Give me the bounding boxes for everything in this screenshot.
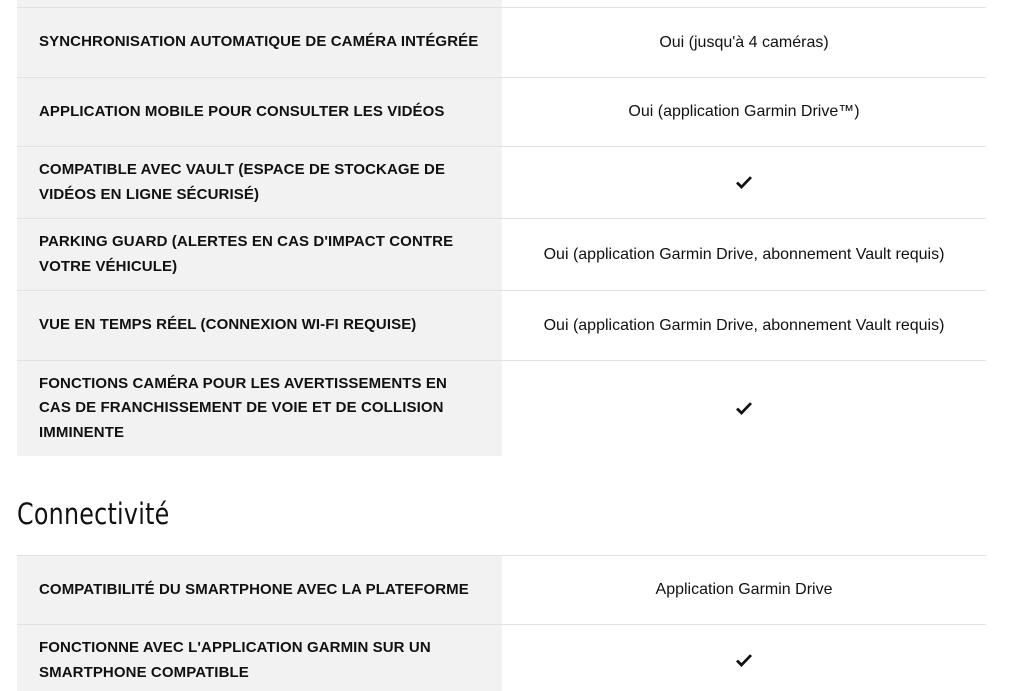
checkmark-icon [735,654,753,668]
spec-row [17,360,986,456]
spec-value [502,0,986,7]
spec-row [17,555,986,624]
spec-value: Application Garmin Drive [502,556,986,624]
spec-row [17,146,986,218]
spec-value [502,361,986,456]
spec-row [17,624,986,691]
spec-value: Oui (jusqu'à 4 caméras) [502,8,986,77]
checkmark-icon [735,176,753,190]
spec-row [17,218,986,290]
checkmark-icon [735,402,753,416]
spec-value: Oui (application Garmin Drive, abonnement Vault requis) [502,291,986,360]
spec-label: PARKING GUARD (ALERTES EN CAS D'IMPACT CONTRE VOTRE VÉHICULE) [17,219,502,290]
spec-label: COMPATIBLE AVEC VAULT (ESPACE DE STOCKAGE DE VIDÉOS EN LIGNE SÉCURISÉ) [17,147,502,218]
spec-row [17,77,986,146]
spec-label: FONCTIONS CAMÉRA POUR LES AVERTISSEMENTS EN CAS DE FRANCHISSEMENT DE VOIE ET DE COLLISION IMMINENTE [17,361,502,456]
spec-value [502,147,986,218]
spec-value: Oui (application Garmin Drive, abonnement Vault requis) [502,219,986,290]
spec-label: VUE EN TEMPS RÉEL (CONNEXION WI-FI REQUISE) [17,291,502,360]
spec-value [502,625,986,691]
spec-label [17,0,502,7]
spec-table-connectivity [17,555,986,691]
spec-row [17,0,986,7]
spec-table-camera [17,0,986,456]
spec-value: Oui (application Garmin Drive™) [502,78,986,146]
spec-label: APPLICATION MOBILE POUR CONSULTER LES VIDÉOS [17,78,502,146]
spec-row [17,7,986,77]
section-title-connectivity: Connectivité [17,497,170,531]
spec-label: SYNCHRONISATION AUTOMATIQUE DE CAMÉRA INTÉGRÉE [17,8,502,77]
spec-label: COMPATIBILITÉ DU SMARTPHONE AVEC LA PLATEFORME [17,556,502,624]
spec-label: FONCTIONNE AVEC L'APPLICATION GARMIN SUR UN SMARTPHONE COMPATIBLE [17,625,502,691]
spec-row [17,290,986,360]
